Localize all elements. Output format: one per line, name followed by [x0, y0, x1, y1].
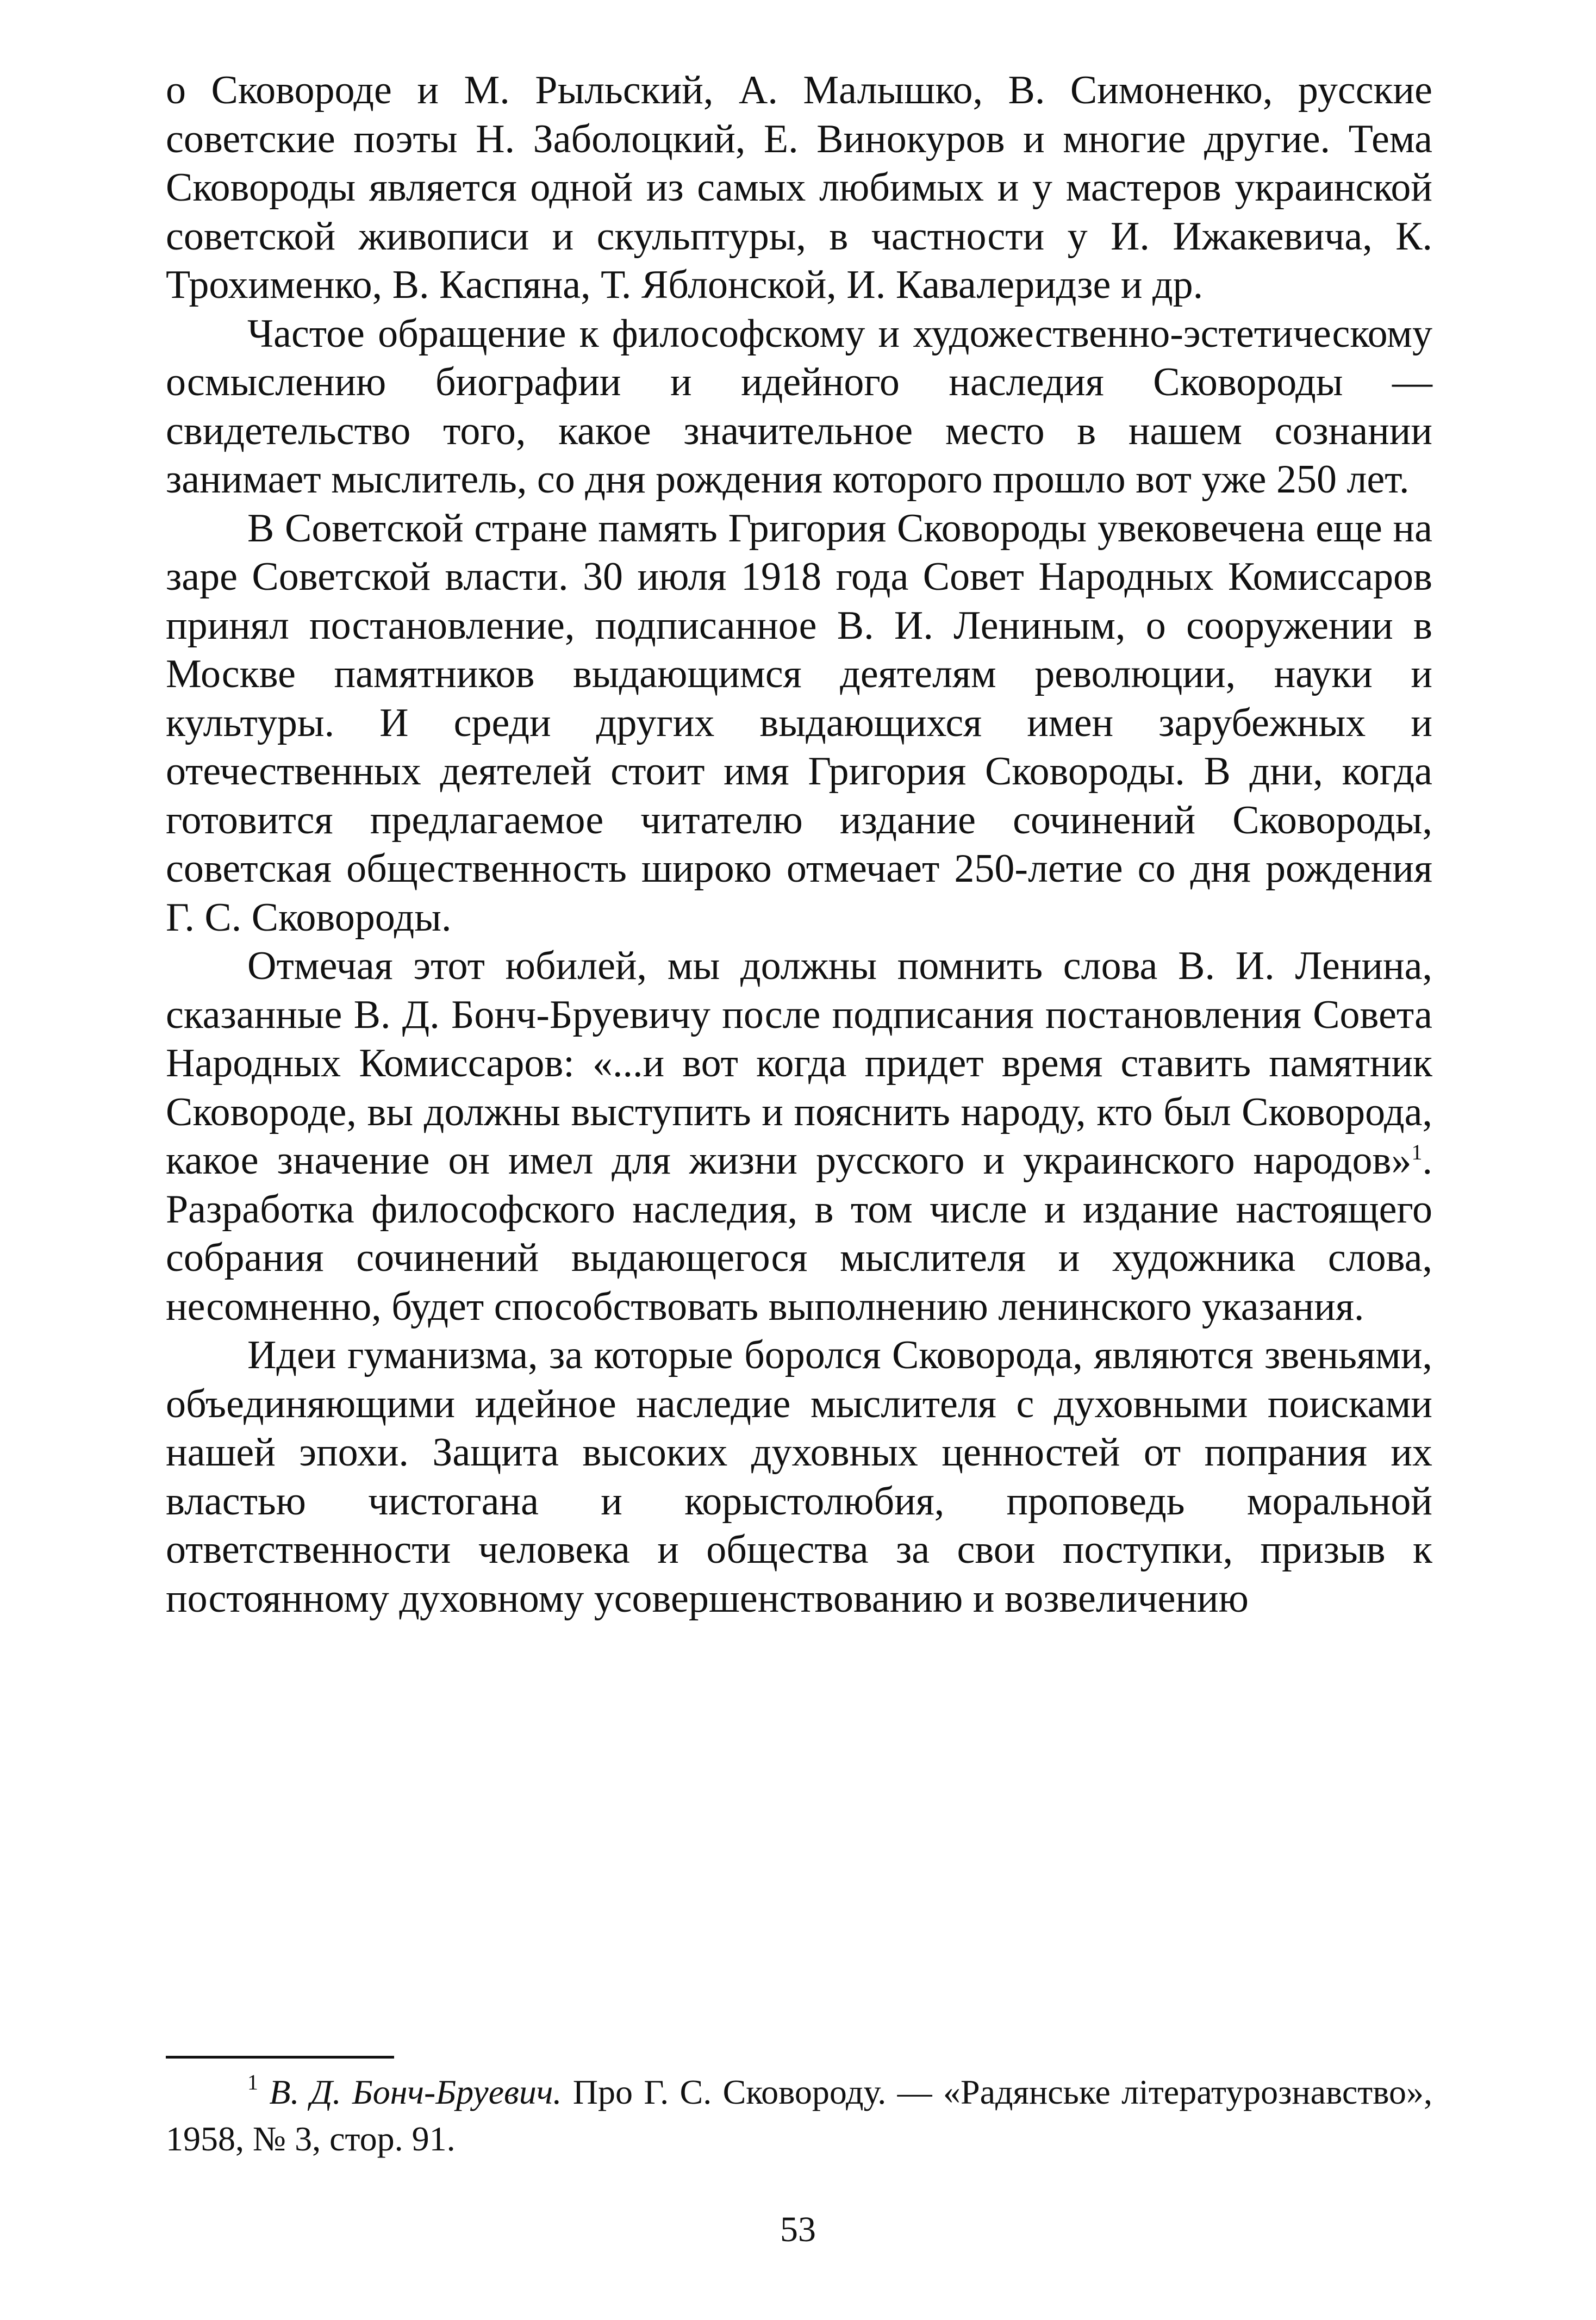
main-text [166, 66, 1432, 1623]
footnote-author: В. Д. Бонч-Бруевич. [269, 2073, 562, 2111]
paragraph-3: В Советской стране память Григория Сковороды увековечена еще на заре Советской власти. 30 июля 1918 года Совет Народных Комиссаров принял постановление, подписанное В. И. Лениным, о сооружении в Москве памятников выдающимся деятелям революции, науки и культуры. И среди других выдающихся имен зарубежных и отечественных деятелей стоит имя Григория Сковороды. В дни, когда готовится предлагаемое читателю издание сочинений Сковороды, советская общественность широко отмечает 250-летие со дня рождения Г. С. Сковороды. [166, 506, 1432, 940]
footnote-separator [166, 2056, 394, 2059]
footnote-reference: 1 [1411, 1140, 1423, 1164]
footnote [166, 2069, 1432, 2162]
paragraph-4-text-after: . Разработка философского наследия, в том числе и издание настоящего собрания сочинений выдающегося мыслителя и художника слова, несомненно, будет способствовать выполнению ленинского указания. [166, 1138, 1432, 1329]
paragraph-2: Частое обращение к философскому и художественно-эстетическому осмыслению биографии и идейного наследия Сковороды — свидетельство того, какое значительное место в нашем сознании занимает мыслитель, со дня рождения которого прошло вот уже 250 лет. [166, 311, 1432, 502]
paragraph-1: о Сковороде и М. Рыльский, А. Малышко, В. Симоненко, русские советские поэты Н. Заболоцкий, Е. Винокуров и многие другие. Тема Сковороды является одной из самых любимых и у мастеров украинской советской живописи и скульптуры, в частности у И. Ижакевича, К. Трохименко, В. Каспяна, Т. Яблонской, И. Кавалеридзе и др. [166, 68, 1432, 307]
footnote-marker: 1 [247, 2070, 258, 2094]
paragraph-4 [166, 942, 1432, 1331]
footnote-text: Про Г. С. Сковороду. — «Радянське літературознавство», 1958, № 3, стор. 91. [166, 2073, 1433, 2158]
paragraph-5: Идеи гуманизма, за которые боролся Сковорода, являются звеньями, объединяющими идейное наследие мыслителя с духовными поисками нашей эпохи. Защита высоких духовных ценностей от попрания их властью чистогана и корыстолюбия, проповедь моральной ответственности человека и общества за свои поступки, призыв к постоянному духовному усовершенствованию и возвеличению [166, 1333, 1432, 1621]
paragraph-4-text-before: Отмечая этот юбилей, мы должны помнить слова В. И. Ленина, сказанные В. Д. Бонч-Бруевичу после подписания постановления Совета Народных Комиссаров: «...и вот когда придет время ставить памятник Сковороде, вы должны выступить и пояснить народу, кто был Сковорода, какое значение он имел для жизни русского и украинского народов» [166, 944, 1432, 1183]
page-number: 53 [780, 2210, 816, 2249]
